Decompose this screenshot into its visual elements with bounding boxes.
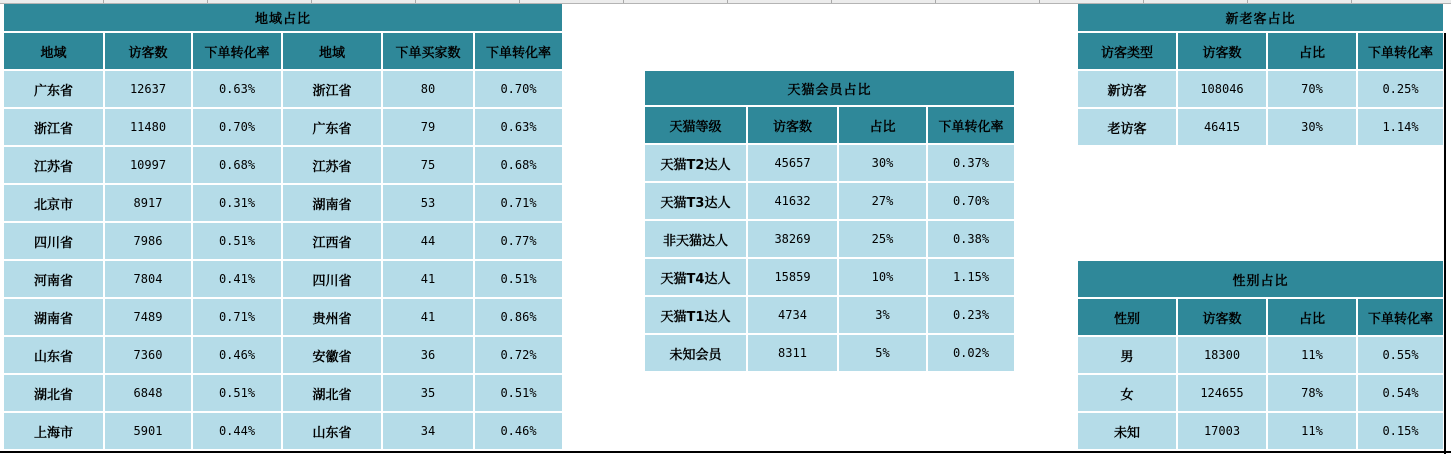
- region-cell[interactable]: 11480: [105, 109, 191, 145]
- region-cell[interactable]: 7804: [105, 261, 191, 297]
- region-cell[interactable]: 0.31%: [193, 185, 281, 221]
- right-heavy-border: [1444, 33, 1446, 454]
- visitor-cell[interactable]: 46415: [1178, 109, 1266, 145]
- visitor-header-cell[interactable]: 访客数: [1178, 33, 1266, 69]
- gender-cell[interactable]: 女: [1078, 375, 1176, 411]
- tmall-header-cell[interactable]: 下单转化率: [928, 107, 1014, 143]
- region-cell[interactable]: 四川省: [4, 223, 103, 259]
- gender-cell[interactable]: 男: [1078, 337, 1176, 373]
- region-header-cell[interactable]: 访客数: [105, 33, 191, 69]
- tmall-cell[interactable]: 0.38%: [928, 221, 1014, 257]
- region-cell[interactable]: 41: [383, 261, 473, 297]
- region-cell[interactable]: 35: [383, 375, 473, 411]
- region-cell[interactable]: 贵州省: [283, 299, 381, 335]
- region-cell[interactable]: 0.51%: [475, 375, 562, 411]
- tmall-cell[interactable]: 30%: [839, 145, 926, 181]
- region-cell[interactable]: 41: [383, 299, 473, 335]
- tmall-table-title[interactable]: 天猫会员占比: [645, 71, 1014, 105]
- gender-table-title[interactable]: 性别占比: [1078, 261, 1443, 297]
- region-header-cell[interactable]: 下单转化率: [475, 33, 562, 69]
- tmall-cell[interactable]: 天猫T4达人: [645, 259, 746, 295]
- tmall-cell[interactable]: 天猫T3达人: [645, 183, 746, 219]
- region-cell[interactable]: 山东省: [283, 413, 381, 449]
- visitor-cell[interactable]: 1.14%: [1358, 109, 1443, 145]
- tmall-cell[interactable]: 5%: [839, 335, 926, 371]
- region-cell[interactable]: 河南省: [4, 261, 103, 297]
- region-cell[interactable]: 36: [383, 337, 473, 373]
- visitor-cell[interactable]: 0.25%: [1358, 71, 1443, 107]
- gender-cell[interactable]: 78%: [1268, 375, 1356, 411]
- region-cell[interactable]: 75: [383, 147, 473, 183]
- visitor-header-cell[interactable]: 占比: [1268, 33, 1356, 69]
- tmall-cell[interactable]: 0.23%: [928, 297, 1014, 333]
- tmall-header-cell[interactable]: 访客数: [748, 107, 837, 143]
- region-table: [4, 4, 562, 449]
- region-table-title[interactable]: 地域占比: [4, 4, 562, 31]
- region-cell[interactable]: 浙江省: [4, 109, 103, 145]
- region-cell[interactable]: 5901: [105, 413, 191, 449]
- region-cell[interactable]: 湖南省: [4, 299, 103, 335]
- gender-cell[interactable]: 11%: [1268, 413, 1356, 449]
- region-cell[interactable]: 0.51%: [475, 261, 562, 297]
- tmall-cell[interactable]: 8311: [748, 335, 837, 371]
- region-cell[interactable]: 浙江省: [283, 71, 381, 107]
- gender-cell[interactable]: 0.15%: [1358, 413, 1443, 449]
- region-cell[interactable]: 0.63%: [475, 109, 562, 145]
- region-cell[interactable]: 7489: [105, 299, 191, 335]
- region-cell[interactable]: 0.51%: [193, 223, 281, 259]
- visitor-cell[interactable]: 老访客: [1078, 109, 1176, 145]
- tmall-cell[interactable]: 0.37%: [928, 145, 1014, 181]
- gender-header-cell[interactable]: 下单转化率: [1358, 299, 1443, 335]
- region-cell[interactable]: 0.68%: [193, 147, 281, 183]
- tmall-cell[interactable]: 38269: [748, 221, 837, 257]
- region-cell[interactable]: 0.41%: [193, 261, 281, 297]
- gender-cell[interactable]: 0.54%: [1358, 375, 1443, 411]
- region-cell[interactable]: 0.46%: [193, 337, 281, 373]
- tmall-cell[interactable]: 41632: [748, 183, 837, 219]
- tmall-cell[interactable]: 4734: [748, 297, 837, 333]
- tmall-cell[interactable]: 天猫T1达人: [645, 297, 746, 333]
- region-cell[interactable]: 12637: [105, 71, 191, 107]
- region-cell[interactable]: 0.63%: [193, 71, 281, 107]
- tmall-cell[interactable]: 45657: [748, 145, 837, 181]
- gender-header-cell[interactable]: 访客数: [1178, 299, 1266, 335]
- region-cell[interactable]: 0.44%: [193, 413, 281, 449]
- region-cell[interactable]: 上海市: [4, 413, 103, 449]
- region-header-cell[interactable]: 下单转化率: [193, 33, 281, 69]
- tmall-cell[interactable]: 0.02%: [928, 335, 1014, 371]
- tmall-cell[interactable]: 1.15%: [928, 259, 1014, 295]
- region-cell[interactable]: 80: [383, 71, 473, 107]
- region-cell[interactable]: 广东省: [283, 109, 381, 145]
- visitor-header-cell[interactable]: 访客类型: [1078, 33, 1176, 69]
- gender-cell[interactable]: 17003: [1178, 413, 1266, 449]
- tmall-cell[interactable]: 27%: [839, 183, 926, 219]
- gender-cell[interactable]: 0.55%: [1358, 337, 1443, 373]
- region-header-cell[interactable]: 地域: [4, 33, 103, 69]
- tmall-cell[interactable]: 0.70%: [928, 183, 1014, 219]
- region-cell[interactable]: 0.70%: [193, 109, 281, 145]
- region-cell[interactable]: 四川省: [283, 261, 381, 297]
- visitor-cell[interactable]: 30%: [1268, 109, 1356, 145]
- tmall-cell[interactable]: 3%: [839, 297, 926, 333]
- region-cell[interactable]: 0.77%: [475, 223, 562, 259]
- region-header-cell[interactable]: 地域: [283, 33, 381, 69]
- gender-table: [1078, 261, 1443, 449]
- visitor-cell[interactable]: 108046: [1178, 71, 1266, 107]
- region-cell[interactable]: 0.71%: [193, 299, 281, 335]
- gender-cell[interactable]: 未知: [1078, 413, 1176, 449]
- region-cell[interactable]: 0.68%: [475, 147, 562, 183]
- tmall-cell[interactable]: 25%: [839, 221, 926, 257]
- region-cell[interactable]: 北京市: [4, 185, 103, 221]
- tmall-cell[interactable]: 未知会员: [645, 335, 746, 371]
- region-cell[interactable]: 江西省: [283, 223, 381, 259]
- region-cell[interactable]: 44: [383, 223, 473, 259]
- tmall-cell[interactable]: 天猫T2达人: [645, 145, 746, 181]
- tmall-header-cell[interactable]: 占比: [839, 107, 926, 143]
- tmall-cell[interactable]: 10%: [839, 259, 926, 295]
- region-cell[interactable]: 安徽省: [283, 337, 381, 373]
- region-cell[interactable]: 湖北省: [283, 375, 381, 411]
- region-cell[interactable]: 0.46%: [475, 413, 562, 449]
- region-cell[interactable]: 0.71%: [475, 185, 562, 221]
- region-cell[interactable]: 8917: [105, 185, 191, 221]
- new-old-visitor-table: [1078, 4, 1443, 145]
- region-cell[interactable]: 0.51%: [193, 375, 281, 411]
- visitor-header-cell[interactable]: 下单转化率: [1358, 33, 1443, 69]
- tmall-member-table: [645, 71, 1014, 371]
- region-cell[interactable]: 6848: [105, 375, 191, 411]
- tmall-cell[interactable]: 15859: [748, 259, 837, 295]
- region-cell[interactable]: 江苏省: [4, 147, 103, 183]
- bottom-heavy-border: [0, 451, 1451, 453]
- region-cell[interactable]: 0.70%: [475, 71, 562, 107]
- region-cell[interactable]: 湖北省: [4, 375, 103, 411]
- visitor-cell[interactable]: 新访客: [1078, 71, 1176, 107]
- region-cell[interactable]: 34: [383, 413, 473, 449]
- gender-cell[interactable]: 124655: [1178, 375, 1266, 411]
- region-cell[interactable]: 79: [383, 109, 473, 145]
- gender-cell[interactable]: 18300: [1178, 337, 1266, 373]
- region-cell[interactable]: 10997: [105, 147, 191, 183]
- visitor-table-title[interactable]: 新老客占比: [1078, 4, 1443, 31]
- region-cell[interactable]: 53: [383, 185, 473, 221]
- gender-header-cell[interactable]: 占比: [1268, 299, 1356, 335]
- gender-cell[interactable]: 11%: [1268, 337, 1356, 373]
- gender-header-cell[interactable]: 性别: [1078, 299, 1176, 335]
- region-cell[interactable]: 0.72%: [475, 337, 562, 373]
- region-cell[interactable]: 广东省: [4, 71, 103, 107]
- region-header-cell[interactable]: 下单买家数: [383, 33, 473, 69]
- visitor-cell[interactable]: 70%: [1268, 71, 1356, 107]
- region-cell[interactable]: 7360: [105, 337, 191, 373]
- region-cell[interactable]: 7986: [105, 223, 191, 259]
- region-cell[interactable]: 0.86%: [475, 299, 562, 335]
- region-cell[interactable]: 湖南省: [283, 185, 381, 221]
- tmall-header-cell[interactable]: 天猫等级: [645, 107, 746, 143]
- region-cell[interactable]: 江苏省: [283, 147, 381, 183]
- tmall-cell[interactable]: 非天猫达人: [645, 221, 746, 257]
- region-cell[interactable]: 山东省: [4, 337, 103, 373]
